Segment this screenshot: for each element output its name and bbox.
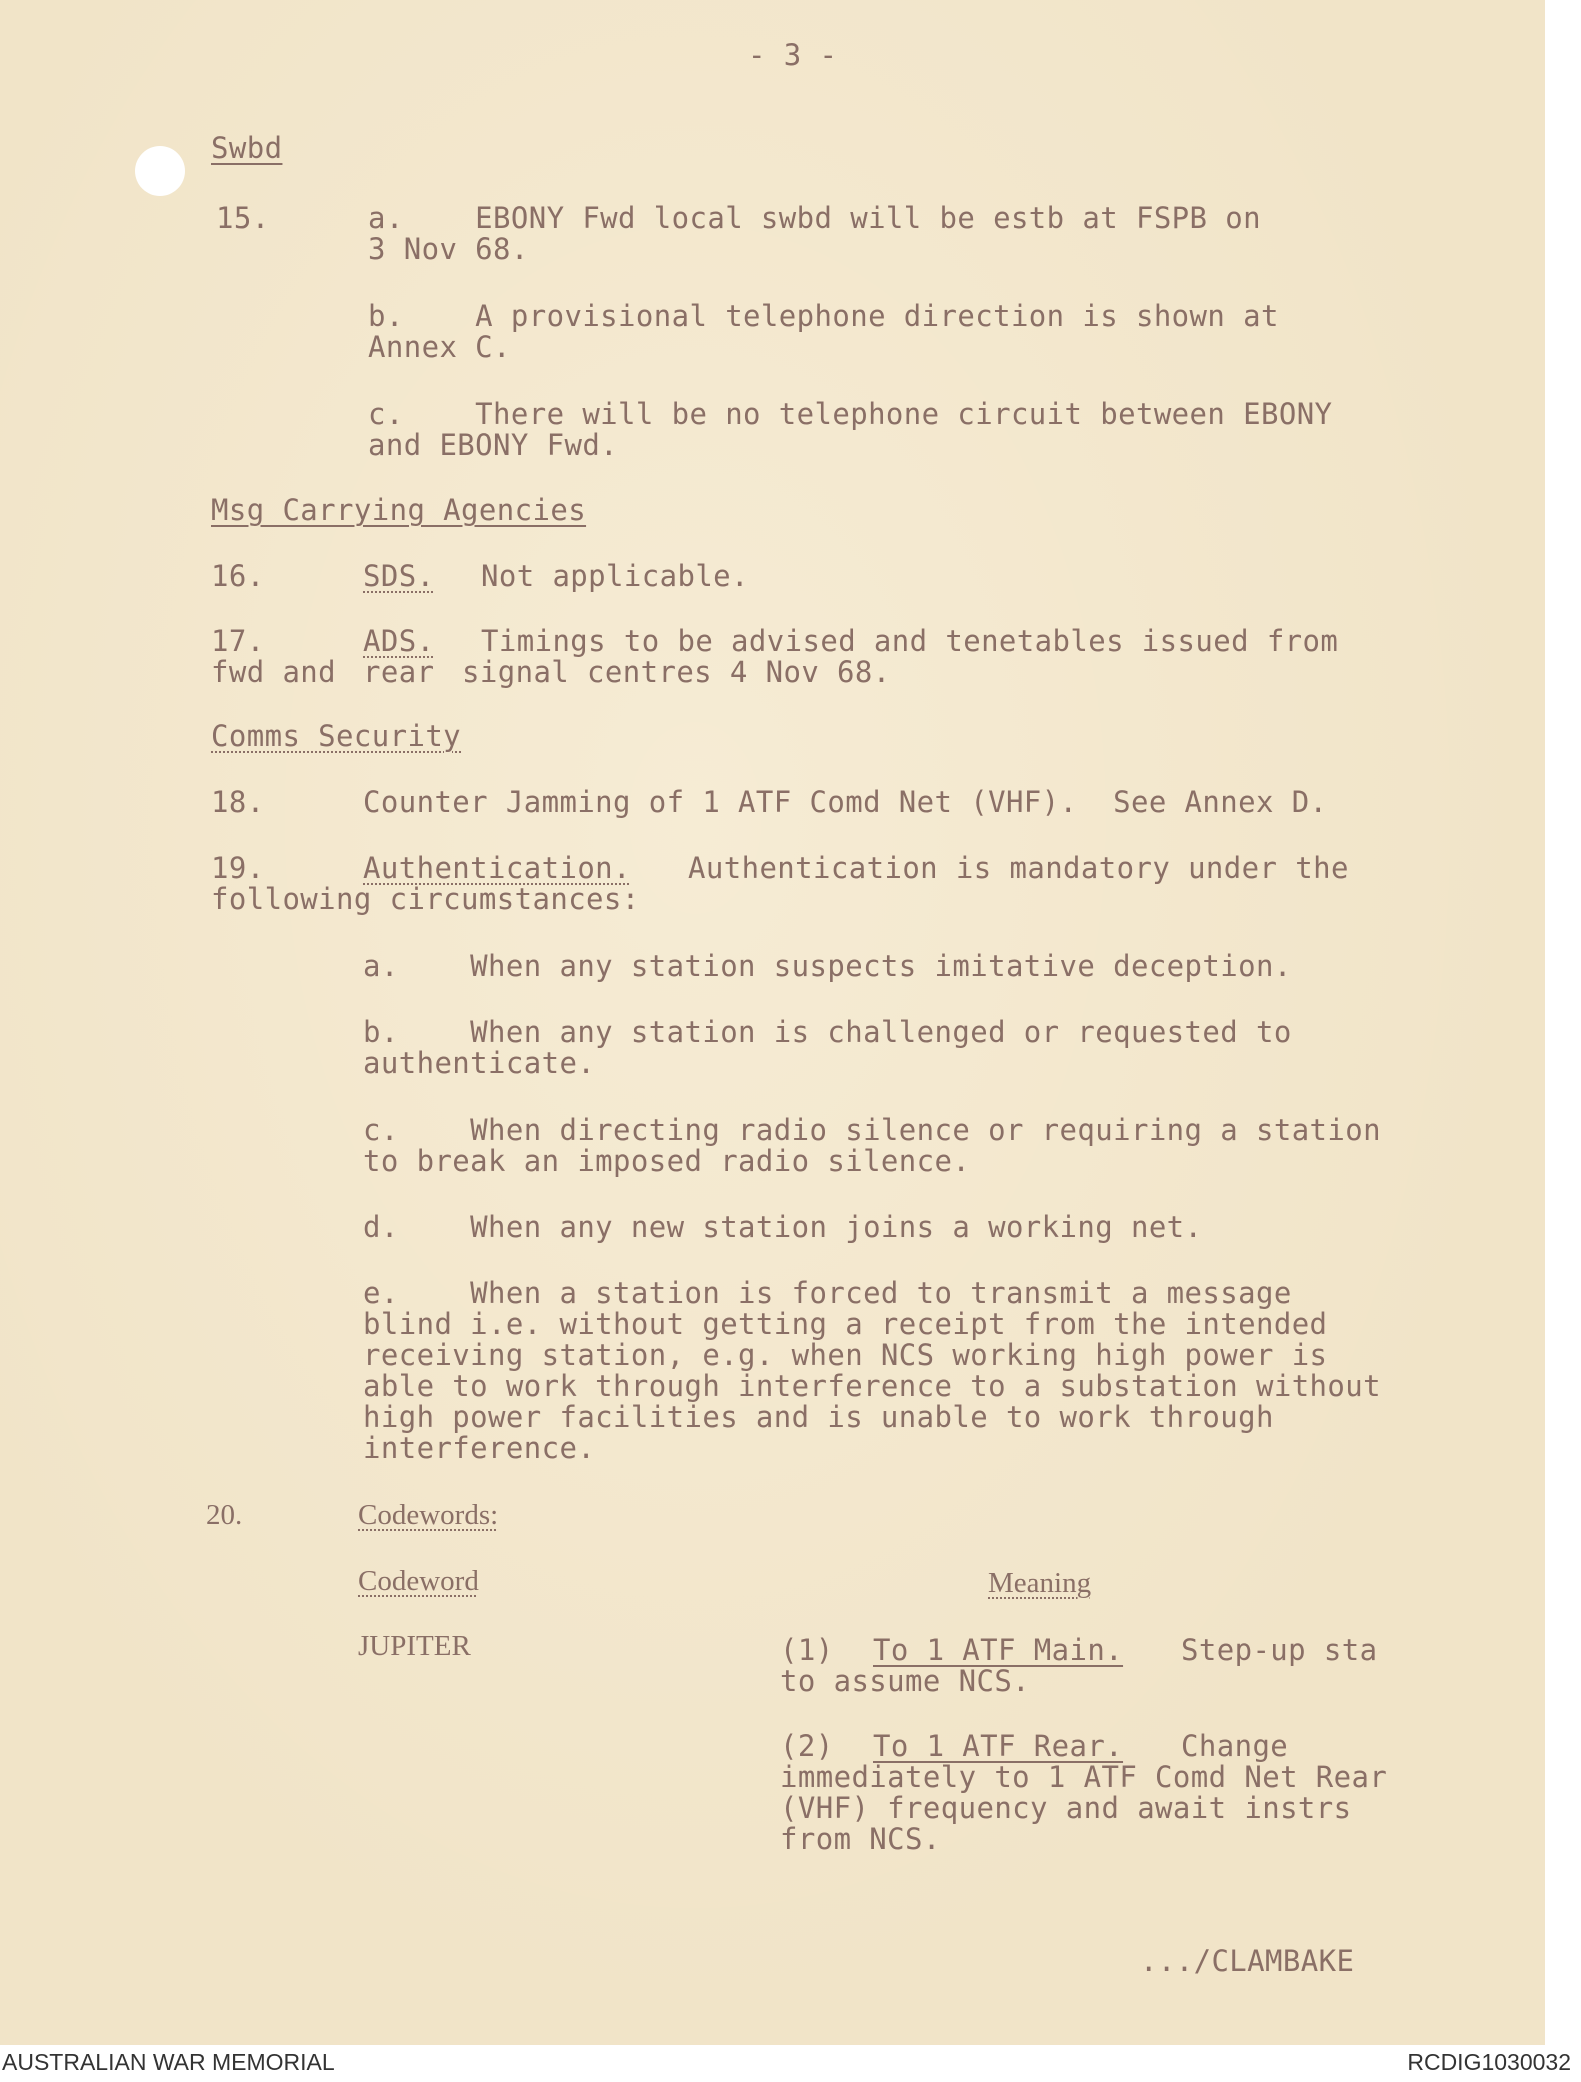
- heading-swbd: Swbd: [211, 131, 283, 165]
- para-19b-line-2: authenticate.: [363, 1046, 596, 1080]
- heading-comms-security: Comms Security: [211, 719, 462, 753]
- para-15b-line-2: Annex C.: [368, 330, 511, 364]
- para-19-label: Authentication.: [363, 851, 631, 885]
- para-20-number: 20.: [206, 1499, 243, 1531]
- para-17-label: ADS.: [363, 624, 435, 658]
- para-18-text: Counter Jamming of 1 ATF Comd Net (VHF). See Annex D.: [363, 785, 1328, 819]
- para-19b-line-1: b. When any station is challenged or requested to: [363, 1015, 1292, 1049]
- para-15a-line-1: a. EBONY Fwd local swbd will be estb at FSPB on: [368, 201, 1261, 235]
- para-19d-line-1: d. When any new station joins a working net.: [363, 1210, 1203, 1244]
- para-19e-line-3: receiving station, e.g. when NCS working high power is: [363, 1338, 1328, 1372]
- para-20-label: Codewords:: [358, 1499, 499, 1531]
- meaning-1-cont: to assume NCS.: [780, 1664, 1031, 1698]
- meaning-1-text: Step-up sta: [1181, 1633, 1378, 1667]
- codeword-jupiter: JUPITER: [358, 1630, 471, 1662]
- meaning-2-cont-1: immediately to 1 ATF Comd Net Rear: [780, 1760, 1388, 1794]
- para-17-cont-c: signal centres 4 Nov 68.: [462, 655, 891, 689]
- para-19-cont: following circumstances:: [211, 882, 640, 916]
- meaning-1-number: (1): [780, 1633, 834, 1667]
- para-19e-line-2: blind i.e. without getting a receipt from the intended: [363, 1307, 1328, 1341]
- footer-archive-name: AUSTRALIAN WAR MEMORIAL: [2, 2049, 335, 2075]
- meaning-2-number: (2): [780, 1729, 834, 1763]
- para-19a-line-1: a. When any station suspects imitative deception.: [363, 949, 1292, 983]
- para-15-number: 15.: [216, 201, 270, 235]
- para-16-number: 16.: [211, 559, 265, 593]
- para-17-cont-b: rear: [363, 655, 435, 689]
- column-header-codeword: Codeword: [358, 1565, 479, 1597]
- para-15c-line-1: c. There will be no telephone circuit between EBONY: [368, 397, 1333, 431]
- para-18-number: 18.: [211, 785, 265, 819]
- page-number: - 3 -: [748, 38, 838, 72]
- continuation-marker: .../CLAMBAKE: [1140, 1944, 1355, 1978]
- para-19-text: Authentication is mandatory under the: [688, 851, 1349, 885]
- para-17-number: 17.: [211, 624, 265, 658]
- para-16-label: SDS.: [363, 559, 435, 593]
- para-15c-line-2: and EBONY Fwd.: [368, 428, 619, 462]
- para-15a-line-2: 3 Nov 68.: [368, 232, 529, 266]
- para-19e-line-5: high power facilities and is unable to work through: [363, 1400, 1274, 1434]
- column-header-meaning: Meaning: [988, 1567, 1092, 1599]
- meaning-2-cont-3: from NCS.: [780, 1822, 941, 1856]
- para-19e-line-1: e. When a station is forced to transmit a message: [363, 1276, 1292, 1310]
- meaning-1-label: To 1 ATF Main.: [873, 1633, 1124, 1667]
- heading-msg-carrying-agencies: Msg Carrying Agencies: [211, 493, 587, 527]
- para-19c-line-2: to break an imposed radio silence.: [363, 1144, 971, 1178]
- para-19e-line-6: interference.: [363, 1431, 596, 1465]
- meaning-2-label: To 1 ATF Rear.: [873, 1729, 1124, 1763]
- para-19-number: 19.: [211, 851, 265, 885]
- para-17-cont-a: fwd and: [211, 655, 337, 689]
- para-19c-line-1: c. When directing radio silence or requiring a station: [363, 1113, 1381, 1147]
- meaning-2-text: Change: [1181, 1729, 1289, 1763]
- para-15b-line-1: b. A provisional telephone direction is shown at: [368, 299, 1279, 333]
- meaning-2-cont-2: (VHF) frequency and await instrs: [780, 1791, 1352, 1825]
- para-17-text: Timings to be advised and tenetables issued from: [481, 624, 1339, 658]
- para-19e-line-4: able to work through interference to a substation without: [363, 1369, 1381, 1403]
- punch-hole: [135, 146, 185, 196]
- footer-record-id: RCDIG1030032: [1407, 2049, 1571, 2075]
- para-16-text: Not applicable.: [481, 559, 749, 593]
